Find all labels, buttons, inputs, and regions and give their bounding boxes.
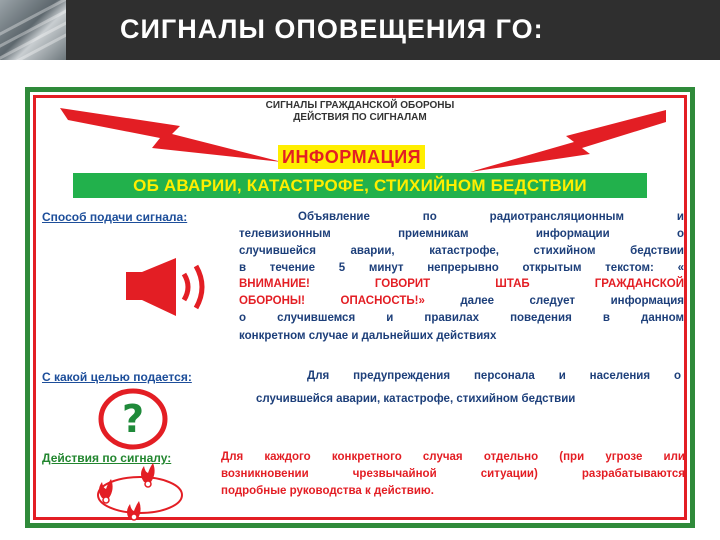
actions-last-line: подробные руководства к действию. <box>221 485 434 497</box>
method-last-line: конкретном случае и дальнейших действиях <box>239 330 497 342</box>
method-line: Объявление по радиотрансляционным и <box>298 211 684 223</box>
method-alert-rest: далее следует информация <box>424 295 684 308</box>
method-text-block <box>239 226 684 327</box>
info-label: ИНФОРМАЦИЯ <box>278 145 425 169</box>
page-title: СИГНАЛЫ ОПОВЕЩЕНИЯ ГО: <box>120 14 544 44</box>
purpose-line2: случившейся аварии, катастрофе, стихийном бедствии <box>256 393 576 405</box>
loudspeaker-icon <box>126 258 222 316</box>
poster-title-line1: СИГНАЛЫ ГРАЖДАНСКОЙ ОБОРОНЫ <box>265 100 455 111</box>
method-line: о случившемся и правилах поведения в данном <box>239 311 684 324</box>
poster-title-line2: ДЕЙСТВИЯ ПО СИГНАЛАМ <box>293 112 427 123</box>
actions-line: Для каждого конкретного случая отдельно (при угрозе или <box>221 451 685 463</box>
method-label: Способ подачи сигнала: <box>42 210 188 224</box>
purpose-line1: Для предупреждения персонала и населения о <box>307 370 681 382</box>
question-mark-icon <box>98 388 168 450</box>
slide-header <box>0 0 720 60</box>
fire-people-icon <box>90 462 190 524</box>
method-line: случившейся аварии, катастрофе, стихийном бедствии <box>239 244 684 257</box>
method-alert-red: ОБОРОНЫ! ОПАСНОСТЬ!» <box>239 295 425 308</box>
actions-line: возникновении чрезвычайной ситуации) разрабатываются <box>221 467 685 480</box>
method-line: телевизионным приемникам информации о <box>239 228 684 240</box>
purpose-label: С какой целью подается: <box>42 370 192 384</box>
actions-label: Действия по сигналу: <box>42 451 172 465</box>
info-subject-bar: ОБ АВАРИИ, КАТАСТРОФЕ, СТИХИЙНОМ БЕДСТВИИ <box>73 173 647 198</box>
civil-defense-poster <box>25 87 695 528</box>
actions-text <box>221 449 685 483</box>
header-photo <box>0 0 66 60</box>
method-line: в течение 5 минут непрерывно открытым текстом: « <box>239 261 684 274</box>
method-text <box>298 209 684 226</box>
method-alert-line: ВНИМАНИЕ! ГОВОРИТ ШТАБ ГРАЖДАНСКОЙ <box>239 278 684 291</box>
question-symbol: ? <box>121 397 145 441</box>
